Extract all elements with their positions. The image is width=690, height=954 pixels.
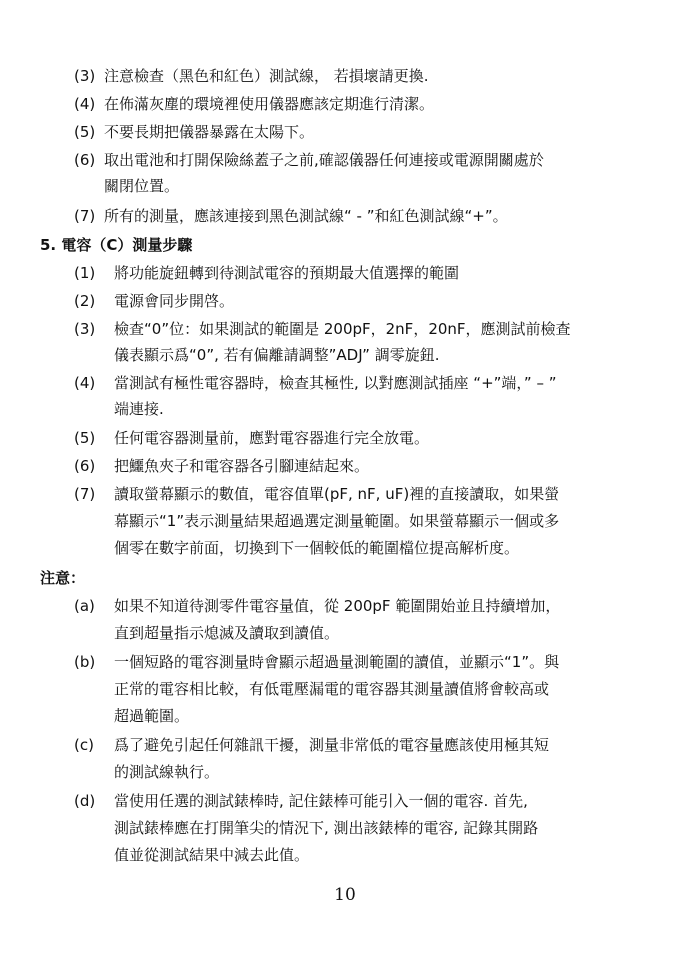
list-item-text: 在佈滿灰塵的環境裡使用儀器應該定期進行清潔。	[104, 95, 435, 113]
list-item-text: 將功能旋鈕轉到待測試電容的預期最大值選擇的範圍	[114, 264, 460, 282]
list-item-text: 電源會同步開啓。	[114, 292, 235, 310]
list-item-number: (b)	[74, 653, 96, 671]
list-item-number: (1)	[74, 264, 96, 282]
list-item-text: 的測試線執行。	[114, 763, 220, 781]
list-item-text: 不要長期把儀器暴露在太陽下。	[104, 123, 315, 141]
section-heading: 5. 電容（C）測量步驟	[40, 236, 193, 254]
page-number: 10	[334, 885, 356, 905]
list-item-number: (5)	[74, 429, 96, 447]
list-item-number: (6)	[74, 457, 96, 475]
list-item-number: (5)	[74, 123, 96, 141]
list-item-text: 值並從測試結果中減去此值。	[114, 846, 310, 864]
list-item-text: 端連接.	[114, 400, 164, 418]
list-item-text: 爲了避免引起任何雜訊干擾，測量非常低的電容量應該使用極其短	[114, 736, 550, 754]
list-item-text: 當使用任選的測試錶棒時, 記住錶棒可能引入一個的電容. 首先,	[114, 792, 528, 810]
list-item-number: (6)	[74, 151, 96, 169]
list-item-text: 儀表顯示爲“0”, 若有偏離請調整”ADJ” 調零旋鈕.	[114, 346, 440, 364]
list-item-number: (d)	[74, 792, 96, 810]
list-item-number: (7)	[74, 485, 96, 503]
list-item-number: (3)	[74, 320, 96, 338]
list-item-number: (a)	[74, 597, 95, 615]
list-item-text: 一個短路的電容測量時會顯示超過量測範圍的讀值，並顯示“1”。與	[114, 653, 560, 671]
list-item-text: 任何電容器測量前，應對電容器進行完全放電。	[114, 429, 430, 447]
list-item-number: (4)	[74, 374, 96, 392]
list-item-text: 取出電池和打開保險絲蓋子之前,確認儀器任何連接或電源開關處於	[104, 151, 544, 169]
list-item-text: 當測試有極性電容器時，檢查其極性, 以對應測試插座 “+”端，” – ”	[114, 374, 557, 392]
list-item-text: 關閉位置。	[104, 177, 180, 195]
list-item-text: 測試錶棒應在打開筆尖的情況下, 測出該錶棒的電容, 記錄其開路	[114, 819, 539, 837]
list-item-number: (4)	[74, 95, 96, 113]
list-item-text: 幕顯示“1”表示測量結果超過選定測量範圍。如果螢幕顯示一個或多	[114, 512, 560, 530]
list-item-number: (c)	[74, 736, 94, 754]
list-item-number: (2)	[74, 292, 96, 310]
list-item-text: 如果不知道待測零件電容量值，從 200pF 範圍開始並且持續增加，	[114, 597, 561, 615]
list-item-text: 超過範圍。	[114, 707, 190, 725]
list-item-number: (7)	[74, 207, 96, 225]
list-item-text: 把鱷魚夾子和電容器各引腳連結起來。	[114, 457, 370, 475]
list-item-text: 所有的測量，應該連接到黑色測試線“ - ”和紅色測試線“+”。	[104, 207, 508, 225]
notes-heading: 注意：	[40, 569, 86, 587]
list-item-text: 注意檢查（黑色和紅色）測試線， 若損壞請更換.	[104, 67, 429, 85]
list-item-text: 正常的電容相比較，有低電壓漏電的電容器其測量讀值將會較高或	[114, 680, 550, 698]
list-item-number: (3)	[74, 67, 96, 85]
list-item-text: 個零在數字前面，切換到下一個較低的範圍檔位提高解析度。	[114, 539, 520, 557]
list-item-text: 讀取螢幕顯示的數值，電容值單(pF, nF, uF)裡的直接讀取，如果螢	[114, 485, 560, 503]
list-item-text: 直到超量指示熄滅及讀取到讀值。	[114, 624, 340, 642]
list-item-text: 檢查“0”位：如果測試的範圍是 200pF，2nF，20nF，應測試前檢查	[114, 320, 571, 338]
